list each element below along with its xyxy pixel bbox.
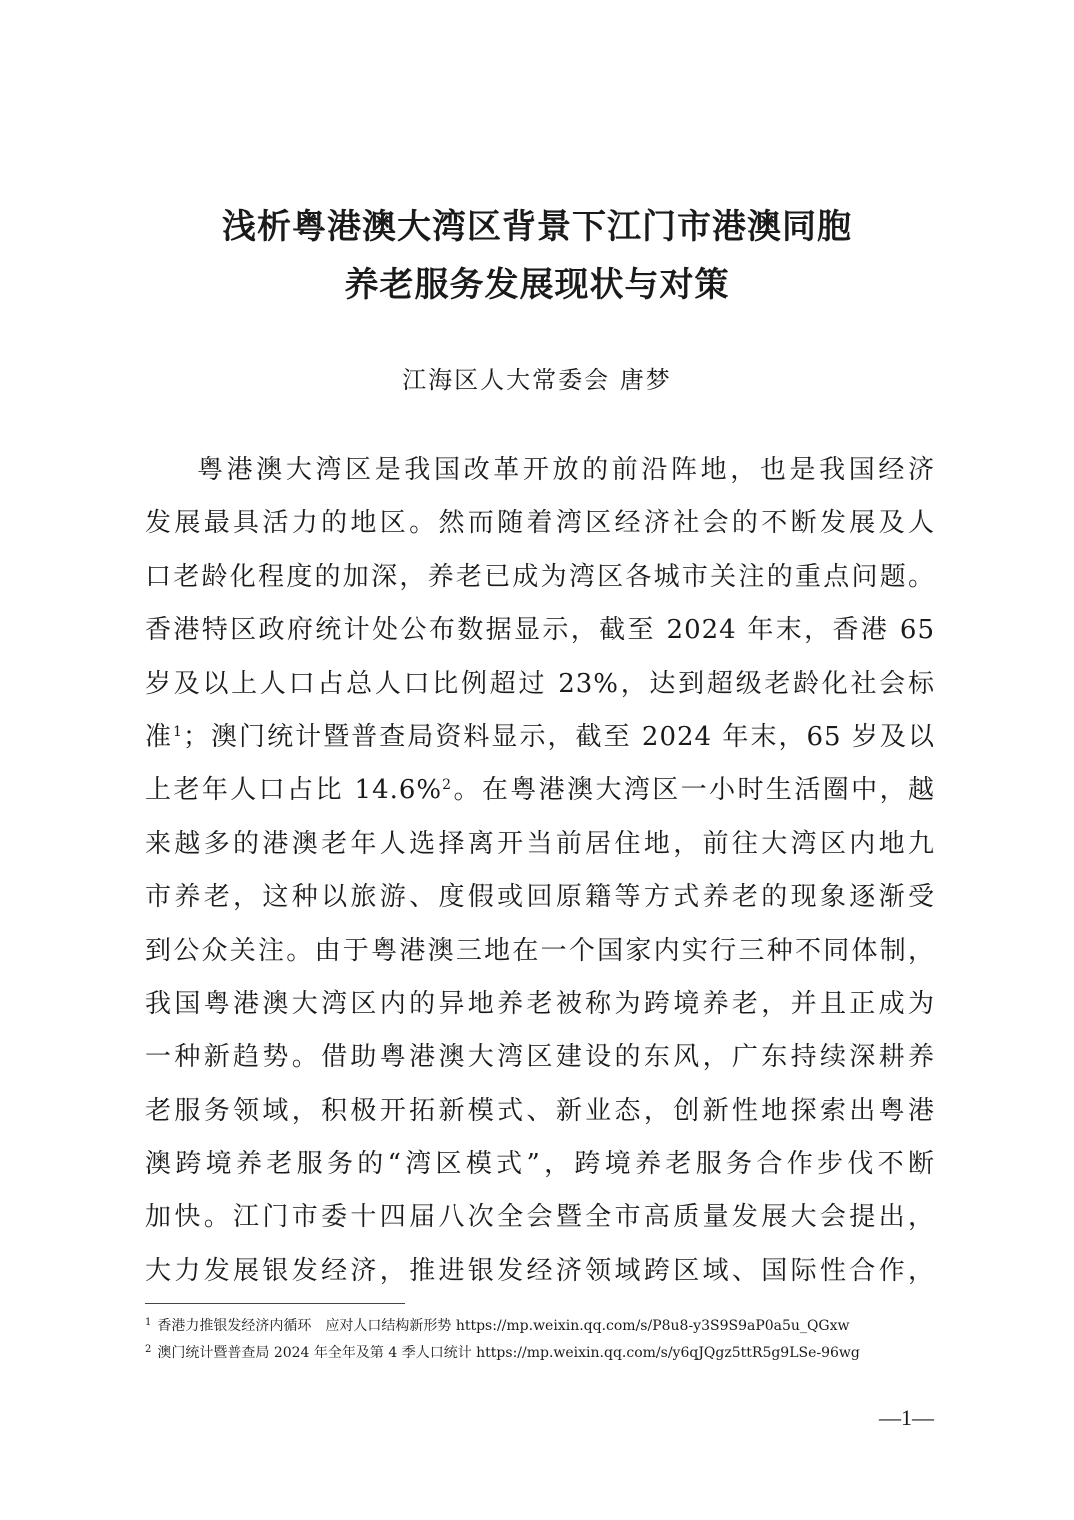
body-line: 加快。江门市委十四届八次全会暨全市高质量发展大会提出， [145,1202,935,1233]
footnote-mark: 2 [145,1344,152,1355]
title-line-2: 养老服务发展现状与对策 [344,265,730,305]
body-line: 口老龄化程度的加深，养老已成为湾区各城市关注的重点问题。 [145,561,935,592]
body-line: 老服务领域，积极开拓新模式、新业态，创新性地探索出粤港 [145,1095,935,1126]
body-line: 香港特区政府统计处公布数据显示，截至 2024 年末，香港 65 [145,615,935,646]
body-line: 粤港澳大湾区是我国改革开放的前沿阵地，也是我国经济 [197,455,935,485]
footnote-text[interactable]: 澳门统计暨普查局 2024 年全年及第 4 季人口统计 https://mp.weixin.qq.com/s/y6qJQgz5ttR5g9LSe-96wg [157,1345,860,1361]
body-line: 准$^1$；澳门统计暨普查局资料显示，截至 2024 年末，65 岁及以 [145,721,935,752]
title-line-1: 浅析粤港澳大湾区背景下江门市港澳同胞 [222,207,852,247]
page-number: —1— [879,1405,934,1430]
body-paragraph [145,444,935,1298]
body-line: 大力发展银发经济，推进银发经济领域跨区域、国际性合作， [145,1255,935,1286]
body-line: 发展最具活力的地区。然而随着湾区经济社会的不断发展及人 [145,508,935,539]
body-line: 上老年人口占比 14.6%$^2$。在粤港澳大湾区一小时生活圈中，越 [145,775,935,806]
body-line: 岁及以上人口占总人口比例超过 23%，达到超级老龄化社会标 [145,668,935,699]
body-line: 澳跨境养老服务的“湾区模式”，跨境养老服务合作步伐不断 [145,1149,935,1180]
footnotes [145,1311,1005,1365]
author-byline: 江海区人大常委会 唐梦 [402,366,672,394]
footnote-divider [145,1303,405,1304]
body-line: 来越多的港澳老年人选择离开当前居住地，前往大湾区内地九 [145,828,935,859]
body-line: 一种新趋势。借助粤港澳大湾区建设的东风，广东持续深耕养 [145,1042,935,1073]
body-line: 市养老，这种以旅游、度假或回原籍等方式养老的现象逐渐受 [145,882,935,913]
footnote-1 [145,1311,1005,1338]
footnote-mark: 1 [145,1317,152,1328]
body-line: 到公众关注。由于粤港澳三地在一个国家内实行三种不同体制， [145,935,935,966]
footnote-text[interactable]: 香港力推银发经济内循环 应对人口结构新形势 https://mp.weixin.qq.com/s/P8u8-y3S9S9aP0a5u_QGxw [157,1318,850,1334]
footnote-ref-1[interactable]: 1 [173,723,183,740]
document-title [0,198,1074,314]
footnote-2 [145,1338,1005,1365]
body-line: 我国粤港澳大湾区内的异地养老被称为跨境养老，并且正成为 [145,988,935,1019]
footnote-ref-2[interactable]: 2 [442,777,453,794]
